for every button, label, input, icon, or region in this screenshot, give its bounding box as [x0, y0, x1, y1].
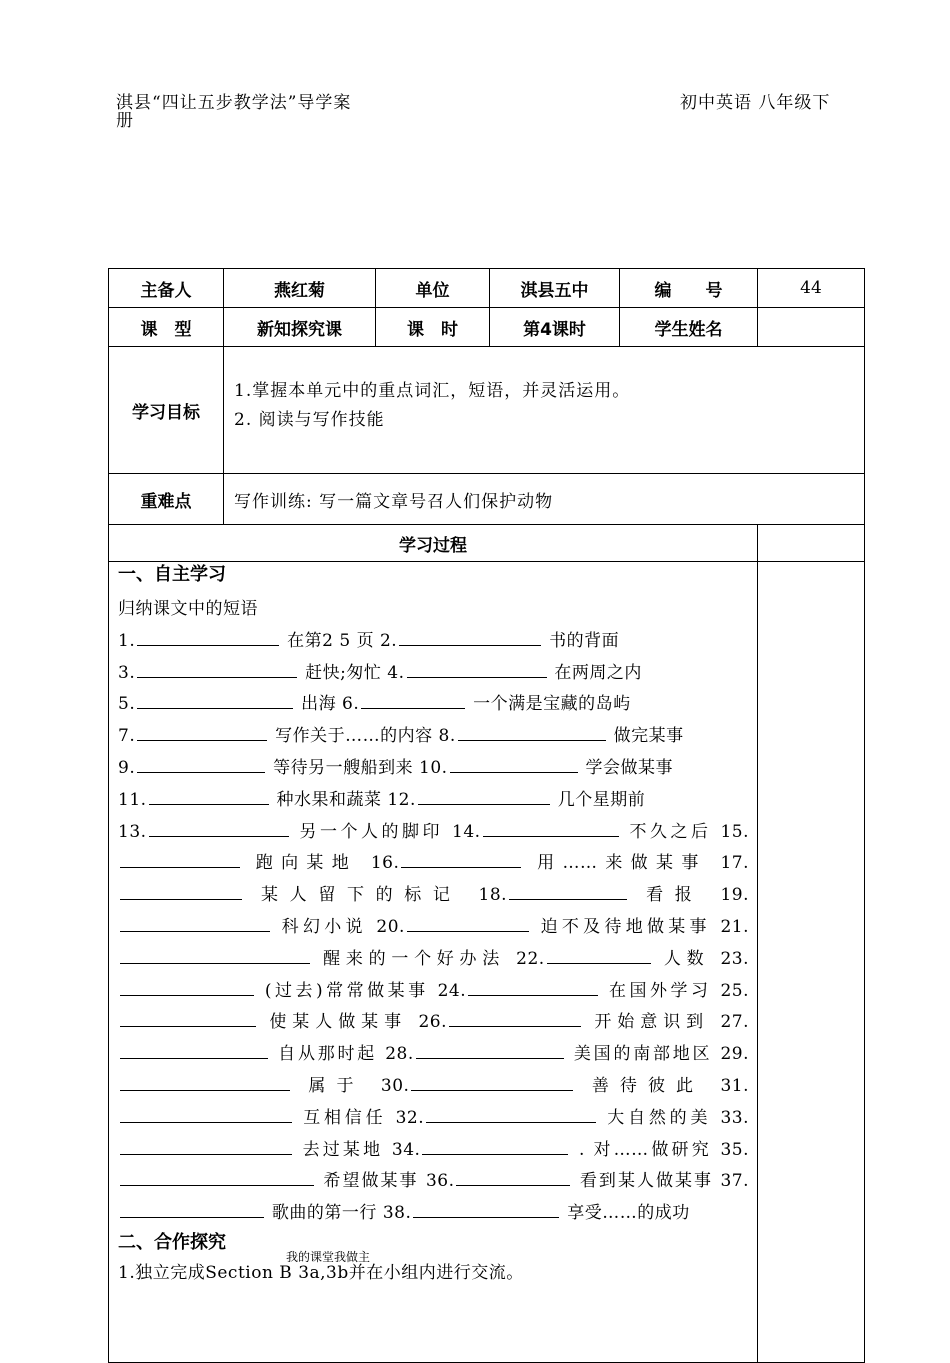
goal-2: 2. 阅读与写作技能 — [234, 410, 385, 430]
key-content: 写作训练: 写一篇文章号召人们保护动物 — [224, 474, 865, 525]
phrase-number: 11. — [118, 789, 147, 810]
phrase-meaning: 使某人做某事 — [258, 1012, 419, 1033]
phrase-item — [383, 1203, 690, 1223]
phrase-number: 16. — [370, 853, 400, 874]
phrase-meaning: 不久之后 — [620, 821, 721, 842]
phrase-meaning: 一个满是宝藏的岛屿 — [467, 694, 631, 715]
phrase-meaning: 去过某地 — [294, 1139, 392, 1160]
label-number: 编 号 — [620, 269, 758, 308]
answer-blank[interactable] — [120, 977, 254, 996]
notes-column — [758, 562, 865, 1363]
phrase-meaning: . 对……做研究 — [570, 1139, 721, 1160]
phrase-item — [118, 822, 452, 842]
phrase-item — [516, 949, 720, 969]
value-lesson-type: 新知探究课 — [224, 308, 376, 347]
phrase-number: 37. — [720, 1171, 749, 1192]
label-preparer: 主备人 — [109, 269, 224, 308]
answer-blank[interactable] — [120, 881, 242, 900]
goals-row — [109, 347, 865, 474]
answer-blank[interactable] — [426, 1104, 596, 1123]
phrase-meaning: 写作关于……的内容 — [269, 726, 439, 747]
answer-blank[interactable] — [361, 690, 465, 709]
phrase-meaning: 开始意识到 — [582, 1012, 721, 1033]
phrase-item — [426, 1171, 721, 1191]
phrase-item — [118, 694, 342, 714]
phrase-meaning: 做完某事 — [607, 726, 684, 747]
coop-task: 1.独立完成Section B 3a,3b并在小组内进行交流。 — [118, 1262, 524, 1283]
phrase-item — [385, 1044, 720, 1064]
answer-blank[interactable] — [449, 1008, 581, 1027]
phrase-number: 7. — [118, 726, 136, 747]
value-unit: 淇县五中 — [490, 269, 620, 308]
phrase-item — [396, 1108, 721, 1128]
phrase-number: 32. — [395, 1107, 425, 1128]
answer-blank[interactable] — [120, 1104, 292, 1123]
answer-blank[interactable] — [120, 1040, 268, 1059]
phrase-meaning: 善待彼此 — [575, 1075, 721, 1096]
phrase-number: 3. — [118, 662, 136, 683]
phrase-number: 10. — [419, 757, 448, 778]
answer-blank[interactable] — [120, 1136, 292, 1155]
header-title-wrap: 册 — [116, 111, 134, 131]
phrase-item — [438, 981, 721, 1001]
phrase-number: 21. — [720, 916, 749, 937]
process-title: 学习过程 — [109, 525, 758, 562]
phrase-number: 22. — [516, 948, 545, 969]
phrase-item — [376, 917, 720, 937]
answer-blank[interactable] — [120, 945, 310, 964]
phrase-number: 1. — [118, 630, 136, 651]
phrase-meaning: 用……来做某事 — [523, 853, 721, 874]
phrase-number: 26. — [418, 1012, 447, 1033]
answer-blank[interactable] — [399, 627, 541, 646]
phrase-item — [381, 1076, 721, 1096]
phrase-number: 34. — [391, 1139, 421, 1160]
phrase-number: 13. — [118, 821, 147, 842]
answer-blank[interactable] — [407, 659, 547, 678]
phrase-meaning: 互相信任 — [294, 1107, 396, 1128]
goals-content — [224, 347, 865, 474]
phrase-number: 14. — [452, 821, 481, 842]
phrase-item — [387, 790, 645, 810]
process-body-row — [109, 562, 865, 1363]
phrase-meaning: 书的背面 — [543, 630, 620, 651]
phrase-number: 6. — [342, 694, 360, 715]
phrase-meaning: 美国的南部地区 — [565, 1044, 721, 1065]
phrase-meaning: 享受……的成功 — [561, 1203, 690, 1224]
phrase-meaning: 赶快;匆忙 — [299, 662, 388, 683]
label-unit: 单位 — [376, 269, 490, 308]
phrase-number: 27. — [720, 1012, 750, 1033]
phrase-meaning: 迫不及待地做某事 — [530, 916, 721, 937]
goals-label: 学习目标 — [109, 347, 224, 474]
answer-blank[interactable] — [483, 818, 619, 837]
phrase-meaning: 种水果和蔬菜 — [270, 789, 388, 810]
label-student-name: 学生姓名 — [620, 308, 758, 347]
process-content — [109, 562, 758, 1363]
answer-blank[interactable] — [149, 818, 289, 837]
key-row — [109, 474, 865, 525]
answer-blank[interactable] — [137, 690, 293, 709]
answer-blank[interactable] — [418, 786, 550, 805]
phrase-number: 29. — [720, 1044, 749, 1065]
value-number: 44 — [758, 269, 865, 308]
phrase-number: 4. — [387, 662, 405, 683]
answer-blank[interactable] — [120, 913, 270, 932]
phrase-meaning: 出海 — [295, 694, 343, 715]
phrase-item — [439, 726, 684, 746]
phrase-item — [479, 885, 721, 905]
phrase-item — [418, 1012, 720, 1032]
phrase-meaning: 自从那时起 — [270, 1044, 386, 1065]
phrase-meaning: 大自然的美 — [598, 1107, 721, 1128]
section-self-study: 一、自主学习 — [118, 564, 226, 585]
phrase-number: 24. — [437, 980, 467, 1001]
phrase-number: 12. — [387, 789, 416, 810]
answer-blank[interactable] — [416, 1040, 564, 1059]
answer-blank[interactable] — [422, 1136, 568, 1155]
phrase-meaning: 某人留下的标记 — [244, 885, 479, 906]
phrase-number: 30. — [380, 1075, 410, 1096]
answer-blank[interactable] — [547, 945, 651, 964]
phrase-number: 38. — [382, 1203, 412, 1224]
phrase-number: 9. — [118, 757, 136, 778]
phrase-meaning: 属于 — [292, 1075, 381, 1096]
answer-blank[interactable] — [407, 913, 529, 932]
phrase-item — [392, 1140, 721, 1160]
phrase-number: 2. — [379, 630, 398, 651]
phrase-meaning: 人数 — [652, 948, 721, 969]
answer-blank[interactable] — [450, 754, 578, 773]
answer-blank[interactable] — [137, 659, 297, 678]
section-cooperation: 二、合作探究 — [118, 1231, 226, 1253]
phrase-number: 28. — [385, 1044, 414, 1065]
lesson-table — [108, 268, 865, 1363]
phrase-number: 15. — [720, 821, 749, 842]
answer-blank[interactable] — [411, 1072, 573, 1091]
answer-blank[interactable] — [149, 786, 269, 805]
phrase-item — [380, 631, 619, 651]
phrase-meaning: 在第2 5 页 — [281, 630, 380, 651]
phrase-meaning: 在国外学习 — [600, 980, 721, 1001]
phrase-number: 17. — [720, 853, 749, 874]
header-title: 淇县“四让五步教学法”导学案 — [116, 93, 352, 113]
answer-blank[interactable] — [413, 1199, 559, 1218]
phrase-meaning: 跑向某地 — [242, 853, 371, 874]
phrase-item — [342, 694, 631, 714]
footer-motto: 我的课堂我做主 — [286, 1250, 371, 1264]
phrase-meaning: 学会做某事 — [579, 757, 673, 778]
process-title-row — [109, 525, 865, 562]
answer-blank[interactable] — [120, 1167, 314, 1186]
phrase-item — [118, 758, 419, 778]
phrase-number: 18. — [478, 885, 508, 906]
phrase-number: 23. — [720, 948, 749, 969]
phrase-meaning: 看报 — [629, 885, 721, 906]
phrase-number: 35. — [720, 1139, 749, 1160]
phrase-number: 25. — [720, 980, 750, 1001]
info-row-1 — [109, 269, 865, 308]
phrase-intro: 归纳课文中的短语 — [118, 599, 258, 619]
phrase-item — [452, 822, 720, 842]
phrase-meaning: 醒来的一个好办法 — [312, 948, 517, 969]
phrase-list — [118, 626, 749, 1230]
answer-blank[interactable] — [458, 722, 606, 741]
answer-blank[interactable] — [401, 849, 521, 868]
answer-blank[interactable] — [120, 849, 240, 868]
phrase-item — [371, 853, 721, 873]
phrase-number: 5. — [118, 694, 136, 715]
notes-column-header — [758, 525, 865, 562]
answer-blank[interactable] — [137, 722, 267, 741]
phrase-meaning: 科幻小说 — [272, 916, 377, 937]
phrase-number: 36. — [425, 1171, 455, 1192]
phrase-meaning: 在两周之内 — [548, 662, 642, 683]
key-label: 重难点 — [109, 474, 224, 525]
phrase-meaning: 另一个人的脚印 — [290, 821, 452, 842]
label-period: 课 时 — [376, 308, 490, 347]
phrase-meaning: 看到某人做某事 — [572, 1171, 721, 1192]
answer-blank[interactable] — [137, 627, 279, 646]
phrase-item — [118, 790, 387, 810]
phrase-meaning: 希望做某事 — [316, 1171, 426, 1192]
student-name-field[interactable] — [758, 308, 865, 347]
phrase-meaning: 几个星期前 — [551, 789, 646, 810]
phrase-meaning: 等待另一艘船到来 — [267, 757, 420, 778]
answer-blank[interactable] — [137, 754, 265, 773]
phrase-item — [118, 726, 439, 746]
phrase-item — [387, 663, 642, 683]
phrase-item — [419, 758, 673, 778]
phrase-number: 20. — [376, 916, 405, 937]
goal-1: 1.掌握本单元中的重点词汇，短语，并灵活运用。 — [234, 381, 631, 401]
phrase-item — [118, 631, 380, 651]
answer-blank[interactable] — [456, 1167, 570, 1186]
header-subject: 初中英语 八年级下 — [680, 93, 831, 113]
answer-blank[interactable] — [120, 1199, 264, 1218]
answer-blank[interactable] — [120, 1072, 290, 1091]
phrase-number: 33. — [720, 1107, 749, 1128]
phrase-meaning: (过去)常常做某事 — [256, 980, 438, 1001]
phrase-number: 19. — [720, 885, 749, 906]
phrase-meaning: 歌曲的第一行 — [266, 1203, 383, 1224]
value-preparer: 燕红菊 — [224, 269, 376, 308]
phrase-item — [118, 663, 387, 683]
answer-blank[interactable] — [120, 1008, 256, 1027]
phrase-number: 8. — [438, 726, 456, 747]
info-row-2 — [109, 308, 865, 347]
value-period: 第4课时 — [490, 308, 620, 347]
label-lesson-type: 课 型 — [109, 308, 224, 347]
answer-blank[interactable] — [468, 977, 598, 996]
phrase-number: 31. — [720, 1075, 749, 1096]
answer-blank[interactable] — [509, 881, 627, 900]
